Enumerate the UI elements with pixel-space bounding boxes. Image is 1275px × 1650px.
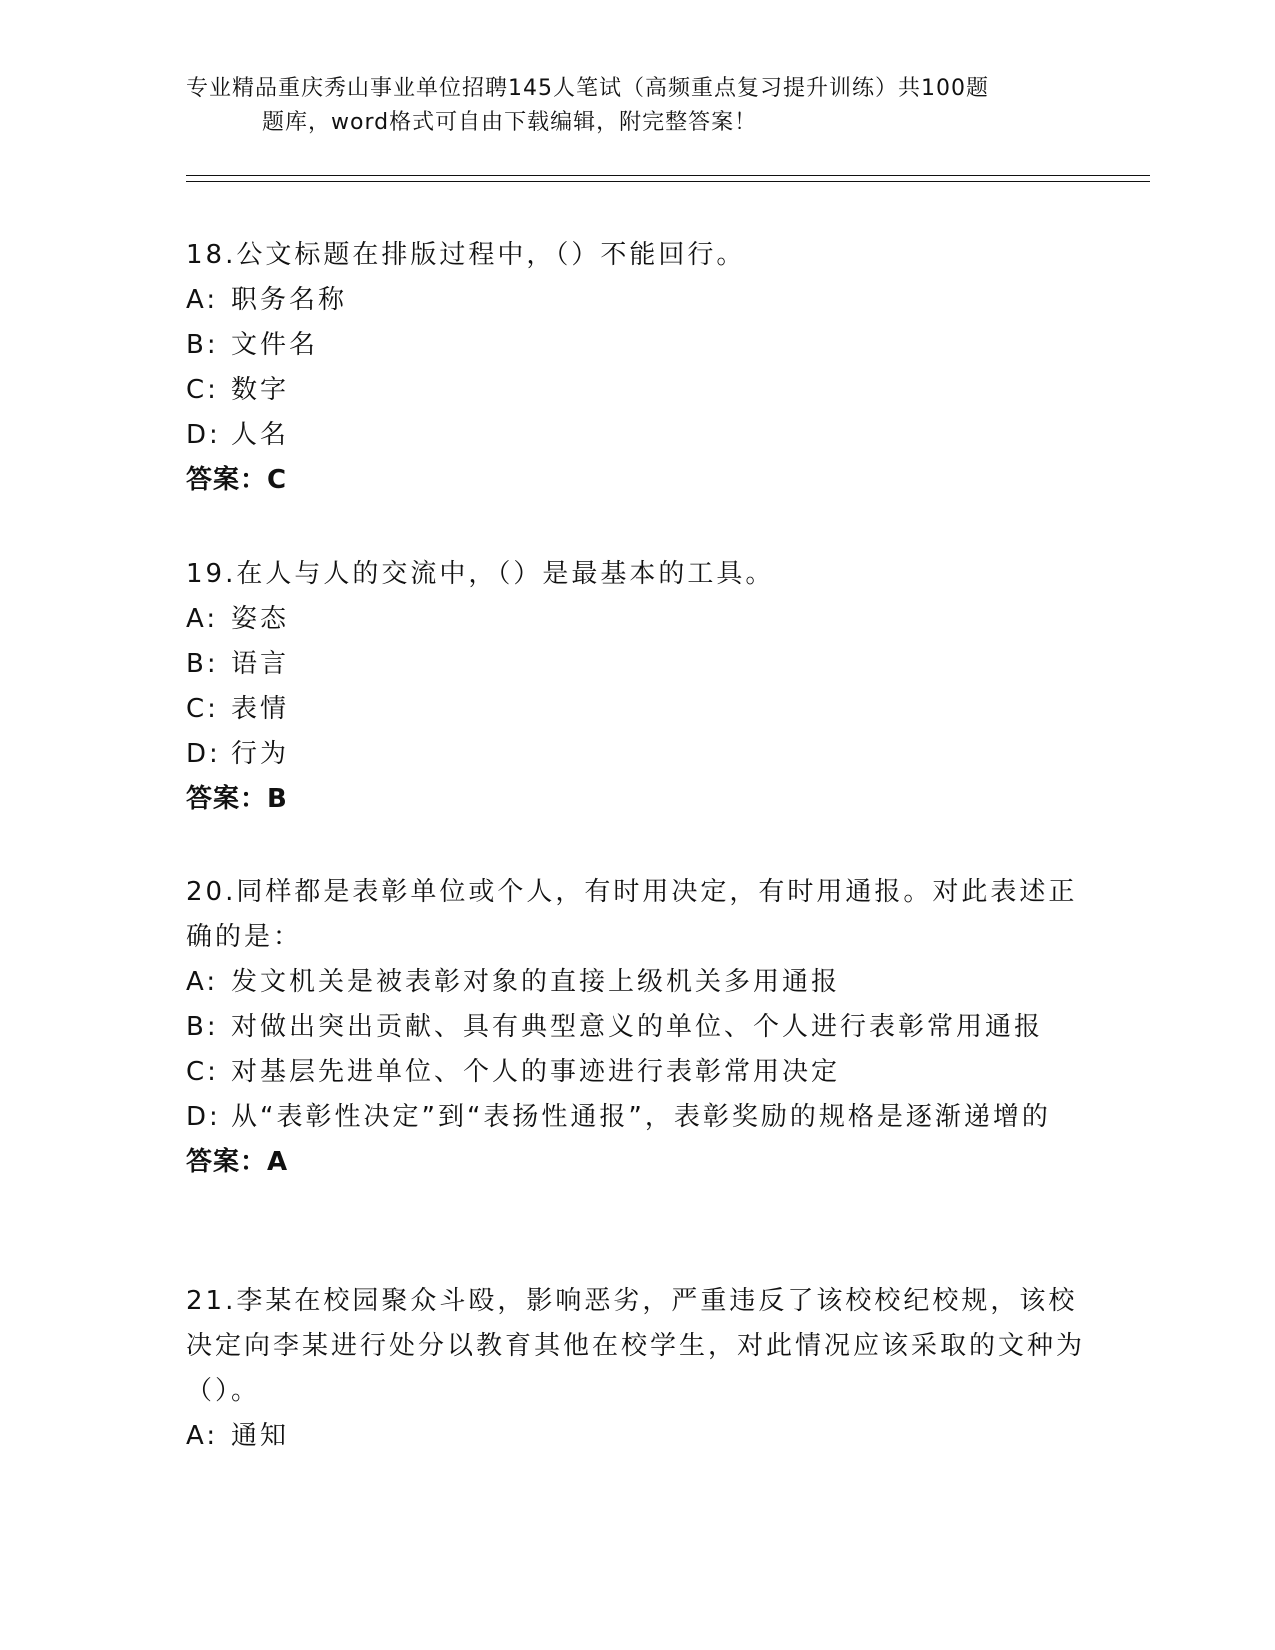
option-text: 职务名称 xyxy=(231,285,348,315)
option-letter: A: xyxy=(186,285,219,315)
question-text: 公文标题在排版过程中，（）不能回行。 xyxy=(236,240,746,270)
option-b xyxy=(186,323,1086,368)
option-text: 姿态 xyxy=(231,604,290,634)
question-stem xyxy=(186,1279,1086,1414)
option-letter: C: xyxy=(186,694,219,724)
option-letter: B: xyxy=(186,330,219,360)
header-divider-top xyxy=(186,175,1150,176)
option-letter: C: xyxy=(186,375,219,405)
question-20 xyxy=(186,870,1086,1185)
question-number: 19. xyxy=(186,559,237,589)
option-c xyxy=(186,1050,1086,1095)
question-stem xyxy=(186,552,1086,597)
option-b xyxy=(186,642,1086,687)
option-text: 文件名 xyxy=(231,330,319,360)
option-d xyxy=(186,1095,1086,1140)
option-letter: A: xyxy=(186,604,219,634)
question-stem xyxy=(186,233,1086,278)
question-text: 在人与人的交流中，（）是最基本的工具。 xyxy=(236,559,775,589)
option-a xyxy=(186,278,1086,323)
option-letter: D: xyxy=(186,1102,221,1132)
question-text: 同样都是表彰单位或个人，有时用决定，有时用通报。对此表述正确的是： xyxy=(186,877,1078,952)
option-text: 表情 xyxy=(231,694,290,724)
question-19 xyxy=(186,552,1086,822)
option-letter: D: xyxy=(186,739,221,769)
option-d xyxy=(186,732,1086,777)
option-c xyxy=(186,368,1086,413)
question-number: 20. xyxy=(186,877,237,907)
header-title-line1: 专业精品重庆秀山事业单位招聘145人笔试（高频重点复习提升训练）共100题 xyxy=(186,76,989,101)
option-text: 发文机关是被表彰对象的直接上级机关多用通报 xyxy=(231,967,841,997)
option-a xyxy=(186,597,1086,642)
option-letter: B: xyxy=(186,1012,219,1042)
option-text: 语言 xyxy=(231,649,290,679)
option-text: 从“表彰性决定”到“表扬性通报”，表彰奖励的规格是逐渐递增的 xyxy=(231,1102,1051,1132)
question-18 xyxy=(186,233,1086,503)
header-divider-bottom xyxy=(186,181,1150,182)
option-text: 数字 xyxy=(231,375,290,405)
question-text: 李某在校园聚众斗殴，影响恶劣，严重违反了该校校纪校规，该校决定向李某进行处分以教育其他在校学生，对此情况应该采取的文种为（）。 xyxy=(186,1286,1086,1406)
option-text: 通知 xyxy=(231,1421,290,1451)
question-21 xyxy=(186,1279,1086,1459)
option-letter: A: xyxy=(186,967,219,997)
option-text: 行为 xyxy=(231,739,290,769)
answer-line: 答案：A xyxy=(186,1147,289,1177)
option-letter: C: xyxy=(186,1057,219,1087)
option-a xyxy=(186,1414,1086,1459)
option-c xyxy=(186,687,1086,732)
answer-line: 答案：B xyxy=(186,784,288,814)
question-stem xyxy=(186,870,1086,960)
document-header xyxy=(186,72,1076,140)
option-text: 对基层先进单位、个人的事迹进行表彰常用决定 xyxy=(231,1057,841,1087)
header-title-line2: 题库，word格式可自由下载编辑，附完整答案！ xyxy=(262,110,758,135)
option-d xyxy=(186,413,1086,458)
option-text: 人名 xyxy=(231,420,290,450)
option-b xyxy=(186,1005,1086,1050)
question-number: 18. xyxy=(186,240,237,270)
answer-line: 答案：C xyxy=(186,465,288,495)
option-letter: A: xyxy=(186,1421,219,1451)
question-number: 21. xyxy=(186,1286,237,1316)
option-letter: D: xyxy=(186,420,221,450)
option-a xyxy=(186,960,1086,1005)
option-text: 对做出突出贡献、具有典型意义的单位、个人进行表彰常用通报 xyxy=(231,1012,1044,1042)
option-letter: B: xyxy=(186,649,219,679)
